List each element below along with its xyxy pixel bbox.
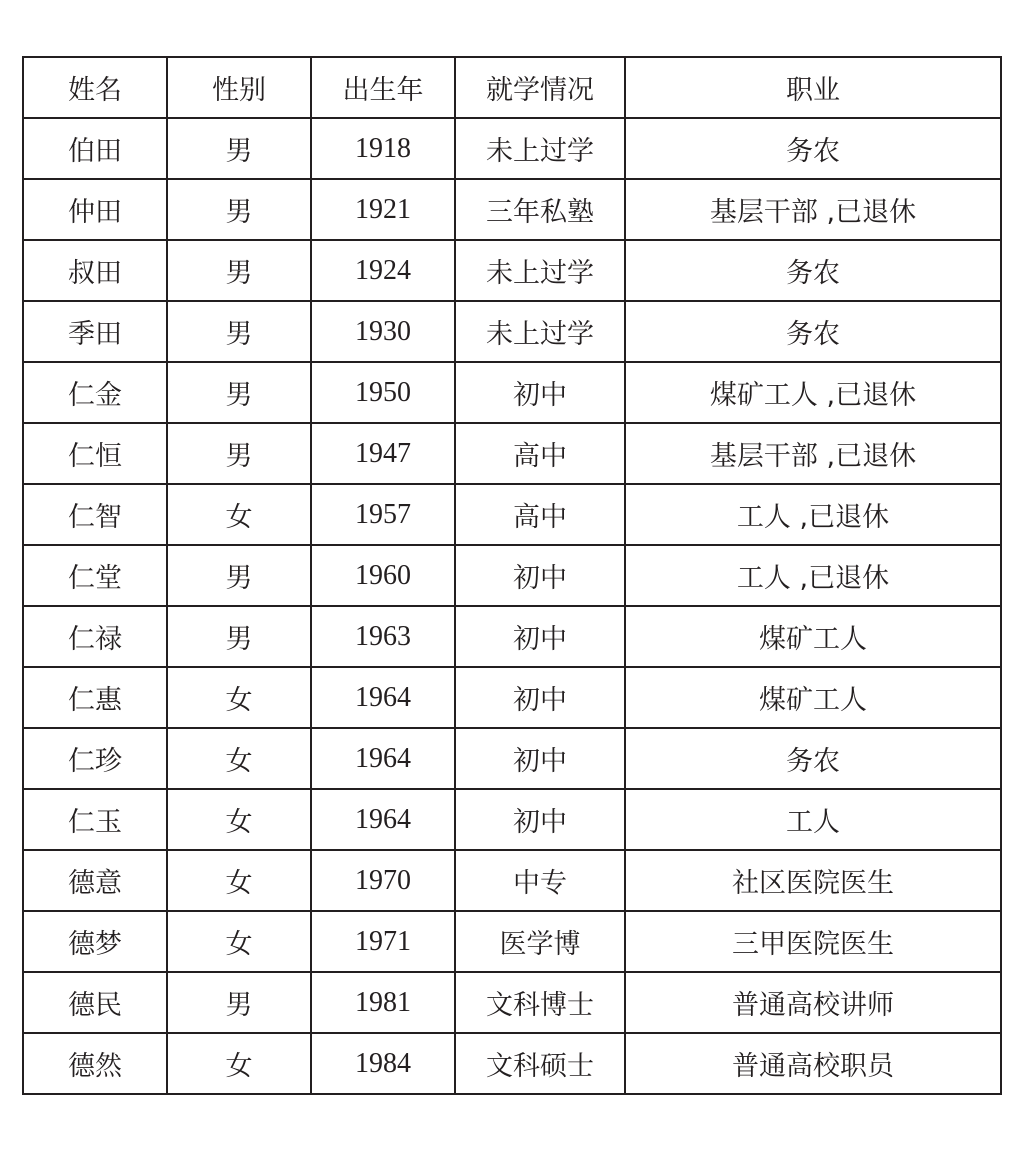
- table-row: [23, 301, 1001, 362]
- cell-occupation: 煤矿工人: [625, 667, 1001, 728]
- cell-birth-year: 1924: [311, 240, 455, 301]
- table-row: [23, 850, 1001, 911]
- cell-birth-year: 1918: [311, 118, 455, 179]
- header-education: 就学情况: [455, 57, 625, 118]
- table-row: [23, 240, 1001, 301]
- cell-birth-year: 1971: [311, 911, 455, 972]
- cell-birth-year: 1960: [311, 545, 455, 606]
- cell-education: 高中: [455, 484, 625, 545]
- cell-name: 德梦: [23, 911, 167, 972]
- table-header-row: [23, 57, 1001, 118]
- cell-birth-year: 1930: [311, 301, 455, 362]
- cell-birth-year: 1963: [311, 606, 455, 667]
- cell-occupation: 务农: [625, 240, 1001, 301]
- cell-occupation: 煤矿工人: [625, 606, 1001, 667]
- cell-name: 仁堂: [23, 545, 167, 606]
- cell-name: 德意: [23, 850, 167, 911]
- cell-occupation: 普通高校职员: [625, 1033, 1001, 1094]
- table-row: [23, 362, 1001, 423]
- cell-education: 初中: [455, 789, 625, 850]
- header-gender: 性别: [167, 57, 311, 118]
- cell-gender: 女: [167, 728, 311, 789]
- cell-gender: 男: [167, 179, 311, 240]
- table-row: [23, 484, 1001, 545]
- table-row: [23, 1033, 1001, 1094]
- cell-gender: 女: [167, 911, 311, 972]
- cell-birth-year: 1964: [311, 789, 455, 850]
- cell-gender: 男: [167, 972, 311, 1033]
- cell-occupation: 工人 ,已退休: [625, 484, 1001, 545]
- cell-education: 初中: [455, 606, 625, 667]
- cell-education: 初中: [455, 728, 625, 789]
- cell-gender: 男: [167, 545, 311, 606]
- header-name: 姓名: [23, 57, 167, 118]
- cell-name: 仁珍: [23, 728, 167, 789]
- header-occupation: 职业: [625, 57, 1001, 118]
- cell-education: 初中: [455, 667, 625, 728]
- cell-name: 德民: [23, 972, 167, 1033]
- cell-birth-year: 1921: [311, 179, 455, 240]
- cell-education: 文科博士: [455, 972, 625, 1033]
- cell-name: 伯田: [23, 118, 167, 179]
- cell-occupation: 务农: [625, 118, 1001, 179]
- cell-occupation: 务农: [625, 301, 1001, 362]
- cell-education: 三年私塾: [455, 179, 625, 240]
- cell-occupation: 基层干部 ,已退休: [625, 179, 1001, 240]
- cell-education: 初中: [455, 545, 625, 606]
- cell-name: 叔田: [23, 240, 167, 301]
- cell-name: 仁恒: [23, 423, 167, 484]
- cell-gender: 男: [167, 362, 311, 423]
- cell-occupation: 工人: [625, 789, 1001, 850]
- cell-education: 未上过学: [455, 301, 625, 362]
- cell-education: 高中: [455, 423, 625, 484]
- cell-occupation: 煤矿工人 ,已退休: [625, 362, 1001, 423]
- cell-occupation: 工人 ,已退休: [625, 545, 1001, 606]
- cell-gender: 男: [167, 240, 311, 301]
- cell-birth-year: 1981: [311, 972, 455, 1033]
- cell-gender: 男: [167, 301, 311, 362]
- table-row: [23, 423, 1001, 484]
- cell-occupation: 三甲医院医生: [625, 911, 1001, 972]
- cell-education: 中专: [455, 850, 625, 911]
- table-body: [23, 118, 1001, 1094]
- table-row: [23, 118, 1001, 179]
- table-row: [23, 545, 1001, 606]
- cell-name: 仲田: [23, 179, 167, 240]
- table-row: [23, 728, 1001, 789]
- cell-gender: 女: [167, 484, 311, 545]
- cell-education: 未上过学: [455, 240, 625, 301]
- cell-birth-year: 1957: [311, 484, 455, 545]
- cell-gender: 男: [167, 118, 311, 179]
- cell-education: 文科硕士: [455, 1033, 625, 1094]
- cell-occupation: 务农: [625, 728, 1001, 789]
- cell-birth-year: 1984: [311, 1033, 455, 1094]
- cell-birth-year: 1964: [311, 667, 455, 728]
- cell-birth-year: 1970: [311, 850, 455, 911]
- table-row: [23, 789, 1001, 850]
- cell-education: 未上过学: [455, 118, 625, 179]
- cell-name: 德然: [23, 1033, 167, 1094]
- cell-gender: 男: [167, 423, 311, 484]
- cell-gender: 女: [167, 789, 311, 850]
- family-info-table: [22, 56, 1002, 1095]
- cell-birth-year: 1950: [311, 362, 455, 423]
- cell-occupation: 社区医院医生: [625, 850, 1001, 911]
- table-row: [23, 972, 1001, 1033]
- table-row: [23, 911, 1001, 972]
- table-row: [23, 606, 1001, 667]
- cell-gender: 女: [167, 850, 311, 911]
- cell-name: 季田: [23, 301, 167, 362]
- cell-education: 初中: [455, 362, 625, 423]
- cell-gender: 女: [167, 1033, 311, 1094]
- cell-birth-year: 1947: [311, 423, 455, 484]
- cell-name: 仁玉: [23, 789, 167, 850]
- cell-name: 仁惠: [23, 667, 167, 728]
- cell-gender: 女: [167, 667, 311, 728]
- cell-name: 仁金: [23, 362, 167, 423]
- header-birth-year: 出生年: [311, 57, 455, 118]
- cell-name: 仁禄: [23, 606, 167, 667]
- cell-gender: 男: [167, 606, 311, 667]
- table-row: [23, 667, 1001, 728]
- table-row: [23, 179, 1001, 240]
- cell-education: 医学博: [455, 911, 625, 972]
- cell-occupation: 基层干部 ,已退休: [625, 423, 1001, 484]
- cell-occupation: 普通高校讲师: [625, 972, 1001, 1033]
- cell-name: 仁智: [23, 484, 167, 545]
- cell-birth-year: 1964: [311, 728, 455, 789]
